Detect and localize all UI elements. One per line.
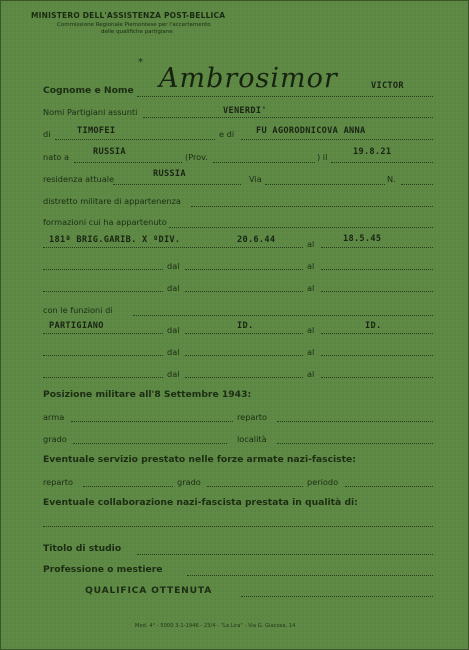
birthplace-value: RUSSIA (93, 147, 126, 157)
label-residenza: residenza attuale (43, 174, 115, 184)
label-funzioni: con le funzioni di (43, 305, 113, 315)
formation-row3-dal-line (185, 291, 303, 292)
titolo-line (137, 554, 433, 555)
formation-al-value: 18.5.45 (343, 234, 382, 244)
funzione-dal-value: ID. (237, 321, 254, 331)
label-dal-f1: dal (167, 325, 180, 335)
label-reparto-1: reparto (237, 412, 268, 422)
localita-line (277, 443, 433, 444)
ministry-header: MINISTERO DELL'ASSISTENZA POST-BELLICA (31, 11, 226, 20)
father-value: TIMOFEI (77, 126, 116, 136)
professione-line (187, 575, 433, 576)
reparto-line-1 (277, 421, 433, 422)
label-reparto-2: reparto (43, 477, 74, 487)
residence-value: RUSSIA (153, 169, 186, 179)
label-nomi-partigiani: Nomi Partigiani assunti (43, 107, 138, 117)
label-localita: località (237, 434, 267, 444)
birthdate-value: 19.8.21 (353, 147, 392, 157)
prov-line (213, 162, 315, 163)
formation-row1-line (43, 247, 303, 248)
funzione-row2-line (43, 355, 163, 356)
birthplace-line (74, 162, 182, 163)
commission-line-1: Commissione Regionale Piemontese per l'accertamento (57, 22, 211, 28)
label-dal-f3: dal (167, 369, 180, 379)
funzione-row3-al-line (321, 377, 433, 378)
label-professione: Professione o mestiere (43, 564, 163, 575)
label-periodo: periodo (307, 477, 339, 487)
label-grado-1: grado (43, 434, 67, 444)
label-al-f3: al (307, 369, 315, 379)
label-cognome-nome: Cognome e Nome (43, 85, 134, 96)
funzione-row3-dal-line (185, 377, 303, 378)
label-al-3: al (307, 283, 315, 293)
funzione-al-line (321, 333, 433, 334)
label-al-1: al (307, 239, 315, 249)
label-servizio: Eventuale servizio prestato nelle forze armate nazi-fasciste: (43, 454, 356, 465)
label-dal-3: dal (167, 283, 180, 293)
funzione-row1-line (43, 333, 163, 334)
funzione-dal-line (185, 333, 303, 334)
nomi-partigiani-value: VENERDI' (223, 106, 267, 116)
label-titolo-studio: Titolo di studio (43, 543, 122, 554)
asterisk-mark: * (138, 57, 143, 68)
formation-row3-al-line (321, 291, 433, 292)
funzione-row2-dal-line (185, 355, 303, 356)
label-grado-2: grado (177, 477, 201, 487)
arma-line (71, 421, 233, 422)
grado-line-2 (207, 486, 303, 487)
funzione-row2-al-line (321, 355, 433, 356)
qualifica-line (241, 596, 433, 597)
distretto-line (191, 206, 433, 207)
label-formazioni: formazioni cui ha appartenuto (43, 217, 167, 227)
label-al-f2: al (307, 347, 315, 357)
label-via: Via (249, 174, 262, 184)
label-prov: (Prov. (185, 152, 208, 162)
formation-value: 181ª BRIG.GARIB. X ºDIV. (49, 235, 181, 245)
surname-handwritten: Ambrosimor (159, 63, 338, 94)
mother-value: FU AGORODNICOVA ANNA (256, 126, 366, 136)
formation-row2-dal-line (185, 269, 303, 270)
label-distretto: distretto militare di appartenenza (43, 196, 181, 206)
label-e-di: e di (219, 129, 235, 139)
formation-row2-line (43, 269, 163, 270)
grado-line-1 (73, 443, 227, 444)
label-n: N. (387, 174, 396, 184)
print-footer: Mod. 4° - 5000 3-1-1946 - 23/4 - "La Lira" - Via G. Giacosa, 14 (135, 623, 296, 629)
label-qualifica: QUALIFICA OTTENUTA (85, 585, 213, 596)
residence-line (113, 184, 241, 185)
formation-row3-line (43, 291, 163, 292)
birthdate-line (331, 162, 433, 163)
label-al-2: al (307, 261, 315, 271)
formation-row2-al-line (321, 269, 433, 270)
funzione-value: PARTIGIANO (49, 321, 104, 331)
label-dal-f2: dal (167, 347, 180, 357)
formation-dal-value: 20.6.44 (237, 235, 276, 245)
commission-line-2: delle qualifiche partigiane (101, 28, 173, 35)
funzione-al-value: ID. (365, 321, 382, 331)
funzioni-line (133, 315, 433, 316)
number-line (401, 184, 433, 185)
label-di: di (43, 129, 51, 139)
via-line (265, 184, 385, 185)
funzione-row3-line (43, 377, 163, 378)
label-al-f1: al (307, 325, 315, 335)
mother-line (241, 139, 433, 140)
first-name-value: VICTOR (371, 81, 404, 91)
reparto-line-2 (83, 486, 173, 487)
label-il: ) il (317, 152, 328, 162)
collaborazione-line (43, 526, 433, 527)
label-posizione-militare: Posizione militare all'8 Settembre 1943: (43, 389, 252, 400)
label-collaborazione: Eventuale collaborazione nazi-fascista prestata in qualità di: (43, 497, 358, 508)
label-arma: arma (43, 412, 65, 422)
father-line (55, 139, 215, 140)
label-dal-2: dal (167, 261, 180, 271)
formazioni-line (169, 227, 433, 228)
formation-al-line (321, 247, 433, 248)
periodo-line (345, 486, 433, 487)
cognome-line (137, 96, 433, 97)
label-nato-a: nato a (43, 152, 70, 162)
nomi-line (143, 117, 433, 118)
